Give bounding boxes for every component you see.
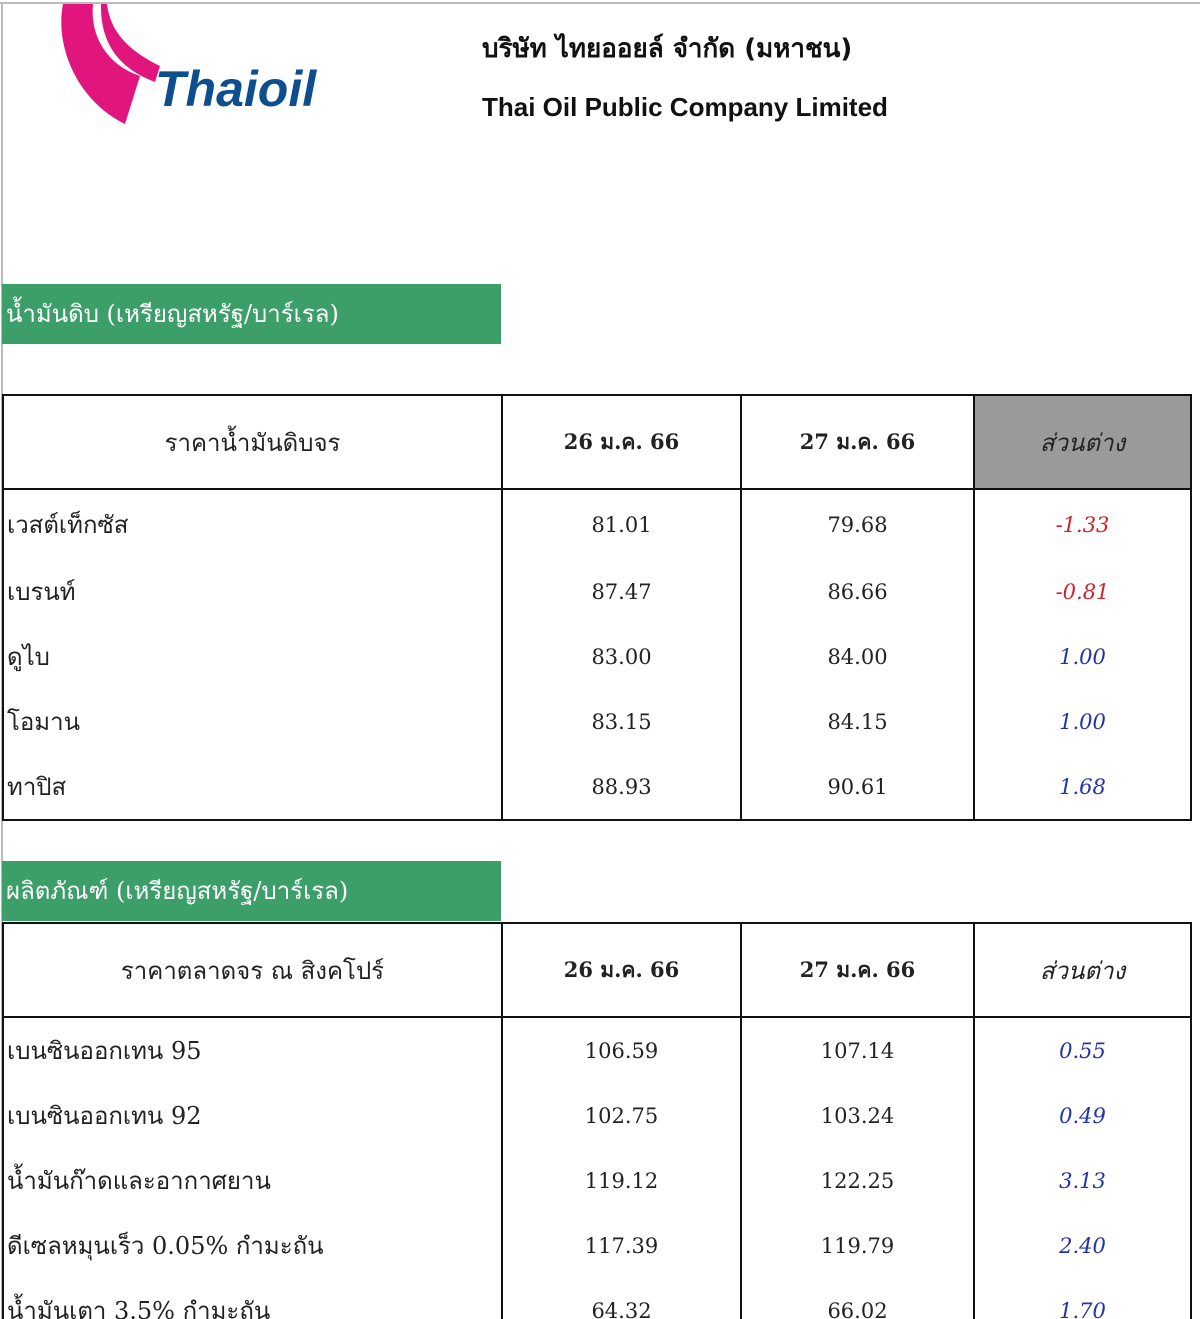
value-date1: 83.15: [502, 689, 741, 754]
row-name: ดีเซลหมุนเร็ว 0.05% กำมะถัน: [3, 1213, 502, 1278]
row-name: น้ำมันเตา 3.5% กำมะถัน: [3, 1278, 502, 1319]
table-row: [3, 1148, 1191, 1213]
value-date2: 119.79: [741, 1213, 974, 1278]
table-row: [3, 754, 1191, 820]
value-date2: 86.66: [741, 559, 974, 624]
value-date1: 119.12: [502, 1148, 741, 1213]
table-row: [3, 1083, 1191, 1148]
value-diff: 0.55: [974, 1017, 1191, 1083]
table-row: [3, 559, 1191, 624]
row-name: น้ำมันก๊าดและอากาศยาน: [3, 1148, 502, 1213]
value-diff: 0.49: [974, 1083, 1191, 1148]
value-date1: 83.00: [502, 624, 741, 689]
crude-price-table: [2, 394, 1192, 821]
value-diff: 1.70: [974, 1278, 1191, 1319]
col-header-name: ราคาน้ำมันดิบจร: [3, 395, 502, 489]
value-date2: 66.02: [741, 1278, 974, 1319]
col-header-name: ราคาตลาดจร ณ สิงคโปร์: [3, 923, 502, 1017]
table-row: [3, 689, 1191, 754]
company-name-thai: บริษัท ไทยออยล์ จำกัด (มหาชน): [482, 34, 853, 64]
value-diff: -0.81: [974, 559, 1191, 624]
col-header-date2: 27 ม.ค. 66: [741, 923, 974, 1017]
value-date1: 102.75: [502, 1083, 741, 1148]
value-date2: 90.61: [741, 754, 974, 820]
table-row: [3, 1213, 1191, 1278]
value-date2: 84.00: [741, 624, 974, 689]
value-date2: 107.14: [741, 1017, 974, 1083]
col-header-diff: ส่วนต่าง: [974, 923, 1191, 1017]
row-name: เบนซินออกเทน 95: [3, 1017, 502, 1083]
value-date1: 87.47: [502, 559, 741, 624]
table-row: [3, 489, 1191, 559]
product-price-table: [2, 922, 1192, 1319]
value-date1: 64.32: [502, 1278, 741, 1319]
logo-text: Thaioil: [155, 61, 317, 117]
value-date1: 117.39: [502, 1213, 741, 1278]
row-name: เบรนท์: [3, 559, 502, 624]
row-name: เบนซินออกเทน 92: [3, 1083, 502, 1148]
value-diff: 1.00: [974, 624, 1191, 689]
row-name: โอมาน: [3, 689, 502, 754]
value-diff: 1.68: [974, 754, 1191, 820]
value-date1: 81.01: [502, 489, 741, 559]
thaioil-logo: [55, 4, 405, 128]
col-header-date1: 26 ม.ค. 66: [502, 923, 741, 1017]
table-row: [3, 1278, 1191, 1319]
col-header-date1: 26 ม.ค. 66: [502, 395, 741, 489]
company-name-english: Thai Oil Public Company Limited: [482, 92, 888, 122]
row-name: ทาปิส: [3, 754, 502, 820]
value-diff: 1.00: [974, 689, 1191, 754]
value-date1: 88.93: [502, 754, 741, 820]
value-diff: -1.33: [974, 489, 1191, 559]
products-section-header: ผลิตภัณฑ์ (เหรียญสหรัฐ/บาร์เรล): [2, 861, 501, 921]
crude-section-header: น้ำมันดิบ (เหรียญสหรัฐ/บาร์เรล): [2, 284, 501, 344]
row-name: ดูไบ: [3, 624, 502, 689]
value-date2: 84.15: [741, 689, 974, 754]
col-header-diff: ส่วนต่าง: [974, 395, 1191, 489]
value-date2: 103.24: [741, 1083, 974, 1148]
row-name: เวสต์เท็กซัส: [3, 489, 502, 559]
value-diff: 3.13: [974, 1148, 1191, 1213]
value-date1: 106.59: [502, 1017, 741, 1083]
value-date2: 122.25: [741, 1148, 974, 1213]
value-date2: 79.68: [741, 489, 974, 559]
table-row: [3, 624, 1191, 689]
table-row: [3, 1017, 1191, 1083]
col-header-date2: 27 ม.ค. 66: [741, 395, 974, 489]
value-diff: 2.40: [974, 1213, 1191, 1278]
